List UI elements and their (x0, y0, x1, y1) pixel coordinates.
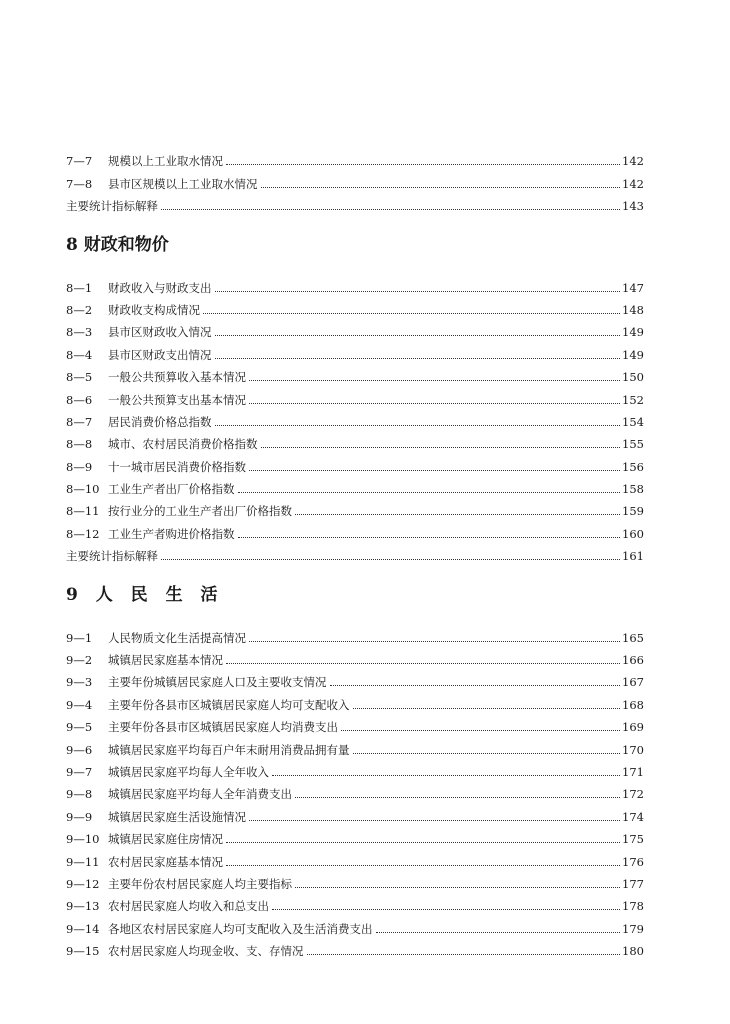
toc-entry-page-number: 179 (622, 921, 644, 936)
dot-leader (215, 425, 621, 426)
dot-leader (226, 663, 620, 664)
toc-entry[interactable] (66, 936, 644, 958)
dot-leader (161, 209, 620, 210)
toc-entry-page-number: 166 (622, 653, 644, 668)
dot-leader (226, 842, 620, 843)
toc-entry[interactable] (66, 146, 644, 168)
toc-entry-number: 9—10 (66, 832, 100, 847)
toc-entry-page-number: 149 (622, 325, 644, 340)
toc-entry[interactable] (66, 622, 644, 644)
dot-leader (353, 708, 621, 709)
toc-entry[interactable] (66, 913, 644, 935)
toc-entry[interactable] (66, 667, 644, 689)
toc-entry[interactable] (66, 518, 644, 540)
toc-entry[interactable] (66, 689, 644, 711)
toc-page (66, 146, 644, 958)
toc-group-8 (66, 272, 644, 563)
dot-leader (261, 447, 621, 448)
toc-entry-title: 城镇居民家庭平均每百户年末耐用消费品拥有量 (108, 742, 350, 757)
toc-entry-title: 工业生产者出厂价格指数 (108, 482, 235, 497)
toc-entry-number: 9—15 (66, 944, 100, 959)
toc-entry[interactable] (66, 801, 644, 823)
toc-entry-title: 按行业分的工业生产者出厂价格指数 (108, 504, 292, 519)
toc-entry-number: 9—1 (66, 630, 93, 645)
toc-entry[interactable] (66, 451, 644, 473)
toc-entry[interactable] (66, 869, 644, 891)
toc-entry-page-number: 176 (622, 854, 644, 869)
toc-entry-title: 各地区农村居民家庭人均可支配收入及生活消费支出 (108, 921, 373, 936)
toc-entry-page-number: 154 (622, 414, 644, 429)
toc-entry-number: 8—9 (66, 459, 93, 474)
toc-entry-number: 9—6 (66, 742, 93, 757)
toc-entry-page-number: 147 (622, 280, 644, 295)
dot-leader (272, 909, 620, 910)
toc-entry-title: 人民物质文化生活提高情况 (108, 630, 246, 645)
toc-entry-number: 9—5 (66, 720, 93, 735)
toc-entry-page-number: 161 (622, 549, 644, 564)
toc-entry-title: 县市区财政支出情况 (108, 347, 212, 362)
toc-entry[interactable] (66, 712, 644, 734)
toc-entry[interactable] (66, 645, 644, 667)
toc-entry[interactable] (66, 824, 644, 846)
toc-entry[interactable] (66, 339, 644, 361)
toc-entry[interactable] (66, 779, 644, 801)
toc-entry-title: 农村居民家庭人均收入和总支出 (108, 899, 269, 914)
dot-leader (215, 358, 621, 359)
toc-entry-number: 9—12 (66, 876, 100, 891)
toc-entry[interactable] (66, 474, 644, 496)
dot-leader (161, 559, 620, 560)
toc-entry[interactable] (66, 891, 644, 913)
toc-entry-page-number: 158 (622, 482, 644, 497)
toc-entry-page-number: 168 (622, 697, 644, 712)
toc-group-9 (66, 622, 644, 958)
dot-leader (261, 187, 621, 188)
toc-entry[interactable] (66, 168, 644, 190)
toc-entry-page-number: 171 (622, 764, 644, 779)
toc-entry-page-number: 142 (622, 154, 644, 169)
toc-entry-title: 一般公共预算收入基本情况 (108, 370, 246, 385)
dot-leader (249, 641, 620, 642)
toc-entry[interactable] (66, 757, 644, 779)
dot-leader (238, 537, 621, 538)
toc-entry[interactable] (66, 541, 644, 563)
toc-entry-title: 城镇居民家庭平均每人全年消费支出 (108, 787, 292, 802)
dot-leader (295, 797, 620, 798)
dot-leader (272, 775, 620, 776)
toc-entry-title: 一般公共预算支出基本情况 (108, 392, 246, 407)
toc-entry-page-number: 169 (622, 720, 644, 735)
toc-entry-page-number: 148 (622, 302, 644, 317)
toc-entry-title: 城镇居民家庭基本情况 (108, 653, 223, 668)
toc-entry-page-number: 143 (622, 199, 644, 214)
toc-entry-number: 8—2 (66, 302, 93, 317)
toc-entry-number: 9—4 (66, 697, 93, 712)
toc-entry[interactable] (66, 362, 644, 384)
toc-group-7 (66, 146, 644, 213)
toc-entry-page-number: 175 (622, 832, 644, 847)
dot-leader (353, 753, 621, 754)
dot-leader (376, 932, 621, 933)
dot-leader (215, 335, 621, 336)
toc-entry-title: 县市区财政收入情况 (108, 325, 212, 340)
toc-entry[interactable] (66, 734, 644, 756)
toc-entry-title: 城市、农村居民消费价格指数 (108, 437, 258, 452)
toc-entry-number: 9—11 (66, 854, 100, 869)
toc-entry-page-number: 156 (622, 459, 644, 474)
toc-entry[interactable] (66, 295, 644, 317)
toc-entry-page-number: 180 (622, 944, 644, 959)
toc-entry-title: 农村居民家庭基本情况 (108, 854, 223, 869)
toc-entry-title: 主要统计指标解释 (66, 549, 158, 564)
dot-leader (226, 164, 620, 165)
dot-leader (215, 291, 621, 292)
toc-entry-page-number: 160 (622, 526, 644, 541)
dot-leader (249, 380, 620, 381)
toc-entry-number: 9—3 (66, 675, 93, 690)
dot-leader (203, 313, 620, 314)
toc-entry-title: 主要年份各县市区城镇居民家庭人均可支配收入 (108, 697, 350, 712)
toc-entry-number: 9—9 (66, 809, 93, 824)
toc-entry-page-number: 149 (622, 347, 644, 362)
dot-leader (295, 887, 620, 888)
toc-entry-title: 主要统计指标解释 (66, 199, 158, 214)
toc-entry-number: 9—14 (66, 921, 100, 936)
toc-entry-number: 9—2 (66, 653, 93, 668)
dot-leader (330, 685, 621, 686)
toc-entry-page-number: 167 (622, 675, 644, 690)
toc-entry[interactable] (66, 191, 644, 213)
toc-entry-number: 8—5 (66, 370, 93, 385)
toc-entry[interactable] (66, 272, 644, 294)
toc-entry[interactable] (66, 317, 644, 339)
toc-entry-number: 7—7 (66, 154, 93, 169)
toc-entry-title: 主要年份城镇居民家庭人口及主要收支情况 (108, 675, 327, 690)
toc-entry-number: 8—10 (66, 482, 100, 497)
toc-entry-number: 8—11 (66, 504, 100, 519)
toc-entry-title: 城镇居民家庭生活设施情况 (108, 809, 246, 824)
toc-entry[interactable] (66, 429, 644, 451)
toc-entry-title: 农村居民家庭人均现金收、支、存情况 (108, 944, 304, 959)
toc-entry-title: 规模以上工业取水情况 (108, 154, 223, 169)
toc-entry[interactable] (66, 384, 644, 406)
toc-entry-title: 工业生产者购进价格指数 (108, 526, 235, 541)
dot-leader (249, 820, 620, 821)
toc-entry-page-number: 177 (622, 876, 644, 891)
toc-entry-title: 城镇居民家庭住房情况 (108, 832, 223, 847)
toc-entry-number: 8—4 (66, 347, 93, 362)
dot-leader (307, 954, 621, 955)
toc-entry-title: 主要年份农村居民家庭人均主要指标 (108, 876, 292, 891)
toc-entry[interactable] (66, 496, 644, 518)
toc-entry-title: 财政收支构成情况 (108, 302, 200, 317)
section-heading-8: 8 财政和物价 (66, 235, 169, 256)
dot-leader (341, 730, 620, 731)
toc-entry-number: 8—6 (66, 392, 93, 407)
toc-entry-title: 主要年份各县市区城镇居民家庭人均消费支出 (108, 720, 338, 735)
toc-entry-number: 9—7 (66, 764, 93, 779)
toc-entry-number: 8—1 (66, 280, 93, 295)
dot-leader (226, 865, 620, 866)
toc-entry-page-number: 165 (622, 630, 644, 645)
toc-entry[interactable] (66, 407, 644, 429)
toc-entry-number: 8—7 (66, 414, 93, 429)
toc-entry-number: 9—8 (66, 787, 93, 802)
toc-entry-page-number: 172 (622, 787, 644, 802)
toc-entry-number: 8—8 (66, 437, 93, 452)
toc-entry-page-number: 155 (622, 437, 644, 452)
toc-entry-number: 8—12 (66, 526, 100, 541)
toc-entry-title: 居民消费价格总指数 (108, 414, 212, 429)
toc-entry-number: 9—13 (66, 899, 100, 914)
dot-leader (249, 470, 620, 471)
dot-leader (238, 492, 621, 493)
toc-entry-title: 财政收入与财政支出 (108, 280, 212, 295)
toc-entry-page-number: 142 (622, 176, 644, 191)
toc-entry-number: 8—3 (66, 325, 93, 340)
toc-entry-title: 县市区规模以上工业取水情况 (108, 176, 258, 191)
toc-entry-page-number: 150 (622, 370, 644, 385)
toc-entry[interactable] (66, 846, 644, 868)
dot-leader (295, 514, 620, 515)
toc-entry-page-number: 159 (622, 504, 644, 519)
toc-entry-page-number: 174 (622, 809, 644, 824)
toc-entry-title: 十一城市居民消费价格指数 (108, 459, 246, 474)
toc-entry-number: 7—8 (66, 176, 93, 191)
toc-entry-title: 城镇居民家庭平均每人全年收入 (108, 764, 269, 779)
section-heading-9: 9 人 民 生 活 (66, 585, 224, 606)
toc-entry-page-number: 152 (622, 392, 644, 407)
dot-leader (249, 403, 620, 404)
toc-entry-page-number: 178 (622, 899, 644, 914)
toc-entry-page-number: 170 (622, 742, 644, 757)
